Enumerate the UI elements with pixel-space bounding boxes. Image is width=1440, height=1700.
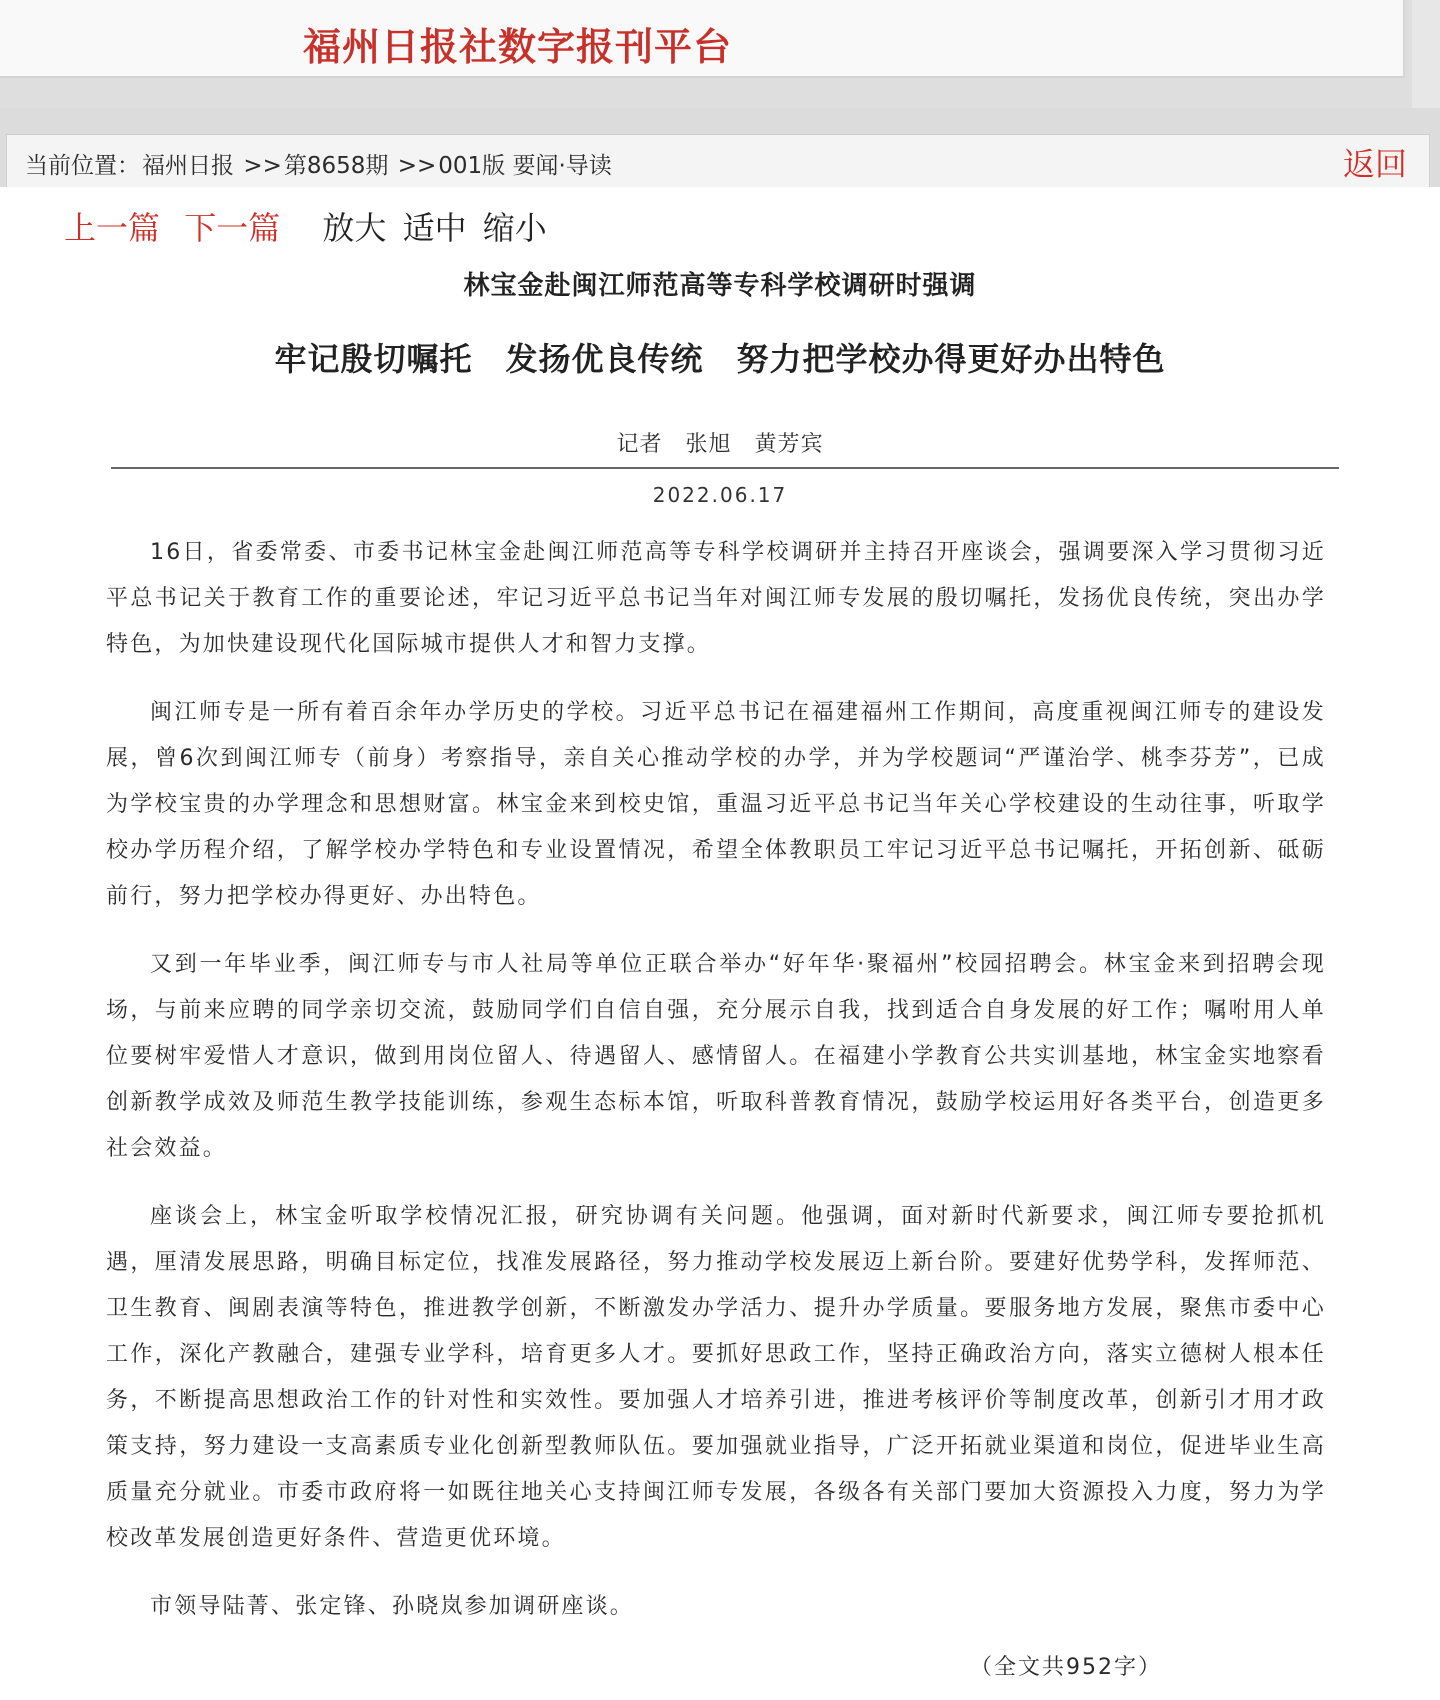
breadcrumb-page-link[interactable]: 001版 要闻·导读 (438, 153, 612, 179)
font-medium-link[interactable]: 适中 (402, 209, 467, 247)
back-button[interactable]: 返回 (1342, 145, 1407, 183)
next-article-link[interactable]: 下一篇 (184, 209, 281, 247)
article-nav (64, 203, 553, 249)
site-header (0, 0, 1440, 108)
article-paragraph: 市领导陆菁、张定锋、孙晓岚参加调研座谈。 (150, 1594, 635, 1619)
article-content (8, 187, 1432, 1700)
article-date: 2022.06.17 (652, 483, 788, 507)
article-headline: 牢记殷切嘱托 发扬优良传统 努力把学校办得更好办出特色 (274, 340, 1166, 378)
title-divider (111, 467, 1339, 469)
breadcrumb-paper-link[interactable]: 福州日报 (142, 153, 234, 179)
article-byline: 记者 张旭 黄芳宾 (616, 432, 824, 457)
location-bar-inner (6, 134, 1430, 187)
font-enlarge-link[interactable]: 放大 (322, 209, 387, 247)
article-paragraph: 16日，省委常委、市委书记林宝金赴闽江师范高等专科学校调研并主持召开座谈会，强调要深入学习贯彻习近平总书记关于教育工作的重要论述，牢记习近平总书记当年对闽江师专发展的殷切嘱托，发扬优良传统，突出办学特色，为加快建设现代化国际城市提供人才和智力支撑。 (106, 540, 1326, 657)
logo-panel (0, 0, 1405, 78)
word-count: （全文共952字） (970, 1655, 1162, 1680)
article-paragraph: 又到一年毕业季，闽江师专与市人社局等单位正联合举办“好年华·聚福州”校园招聘会。林宝金来到招聘会现场，与前来应聘的同学亲切交流，鼓励同学们自信自强，充分展示自我，找到适合自身发展的好工作；嘱咐用人单位要树牢爱惜人才意识，做到用岗位留人、待遇留人、感情留人。在福建小学教育公共实训基地，林宝金实地察看创新教学成效及师范生教学技能训练，参观生态标本馆，听取科普教育情况，鼓励学校运用好各类平台，创造更多社会效益。 (106, 952, 1326, 1161)
breadcrumb-separator: >> (397, 153, 437, 179)
breadcrumb (25, 147, 614, 180)
breadcrumb-issue-link[interactable]: 第8658期 (283, 153, 389, 179)
header-edge (1412, 0, 1440, 108)
prev-article-link[interactable]: 上一篇 (64, 209, 161, 247)
article-body (106, 530, 1326, 1652)
font-shrink-link[interactable]: 缩小 (482, 209, 547, 247)
location-bar (0, 108, 1440, 187)
site-title[interactable]: 福州日报社数字报刊平台 (303, 25, 733, 69)
article-paragraph: 闽江师专是一所有着百余年办学历史的学校。习近平总书记在福建福州工作期间，高度重视闽江师专的建设发展，曾6次到闽江师专（前身）考察指导，亲自关心推动学校的办学，并为学校题词“严谨治学、桃李芬芳”，已成为学校宝贵的办学理念和思想财富。林宝金来到校史馆，重温习近平总书记当年关心学校建设的生动往事，听取学校办学历程介绍，了解学校办学特色和专业设置情况，希望全体教职员工牢记习近平总书记嘱托，开拓创新、砥砺前行，努力把学校办得更好、办出特色。 (106, 700, 1326, 909)
article-paragraph: 座谈会上，林宝金听取学校情况汇报，研究协调有关问题。他强调，面对新时代新要求，闽江师专要抢抓机遇，厘清发展思路，明确目标定位，找准发展路径，努力推动学校发展迈上新台阶。要建好优势学科，发挥师范、卫生教育、闽剧表演等特色，推进教学创新，不断激发办学活力、提升办学质量。要服务地方发展，聚焦市委中心工作，深化产教融合，建强专业学科，培育更多人才。要抓好思政工作，坚持正确政治方向，落实立德树人根本任务，不断提高思想政治工作的针对性和实效性。要加强人才培养引进，推进考核评价等制度改革，创新引才用才政策支持，努力建设一支高素质专业化创新型教师队伍。要加强就业指导，广泛开拓就业渠道和岗位，促进毕业生高质量充分就业。市委市政府将一如既往地关心支持闽江师专发展，各级各有关部门要加大资源投入力度，努力为学校改革发展创造更好条件、营造更优环境。 (106, 1204, 1326, 1551)
article-subheadline: 林宝金赴闽江师范高等专科学校调研时强调 (463, 271, 977, 301)
breadcrumb-label: 当前位置： (25, 153, 140, 179)
breadcrumb-separator: >> (243, 153, 282, 179)
